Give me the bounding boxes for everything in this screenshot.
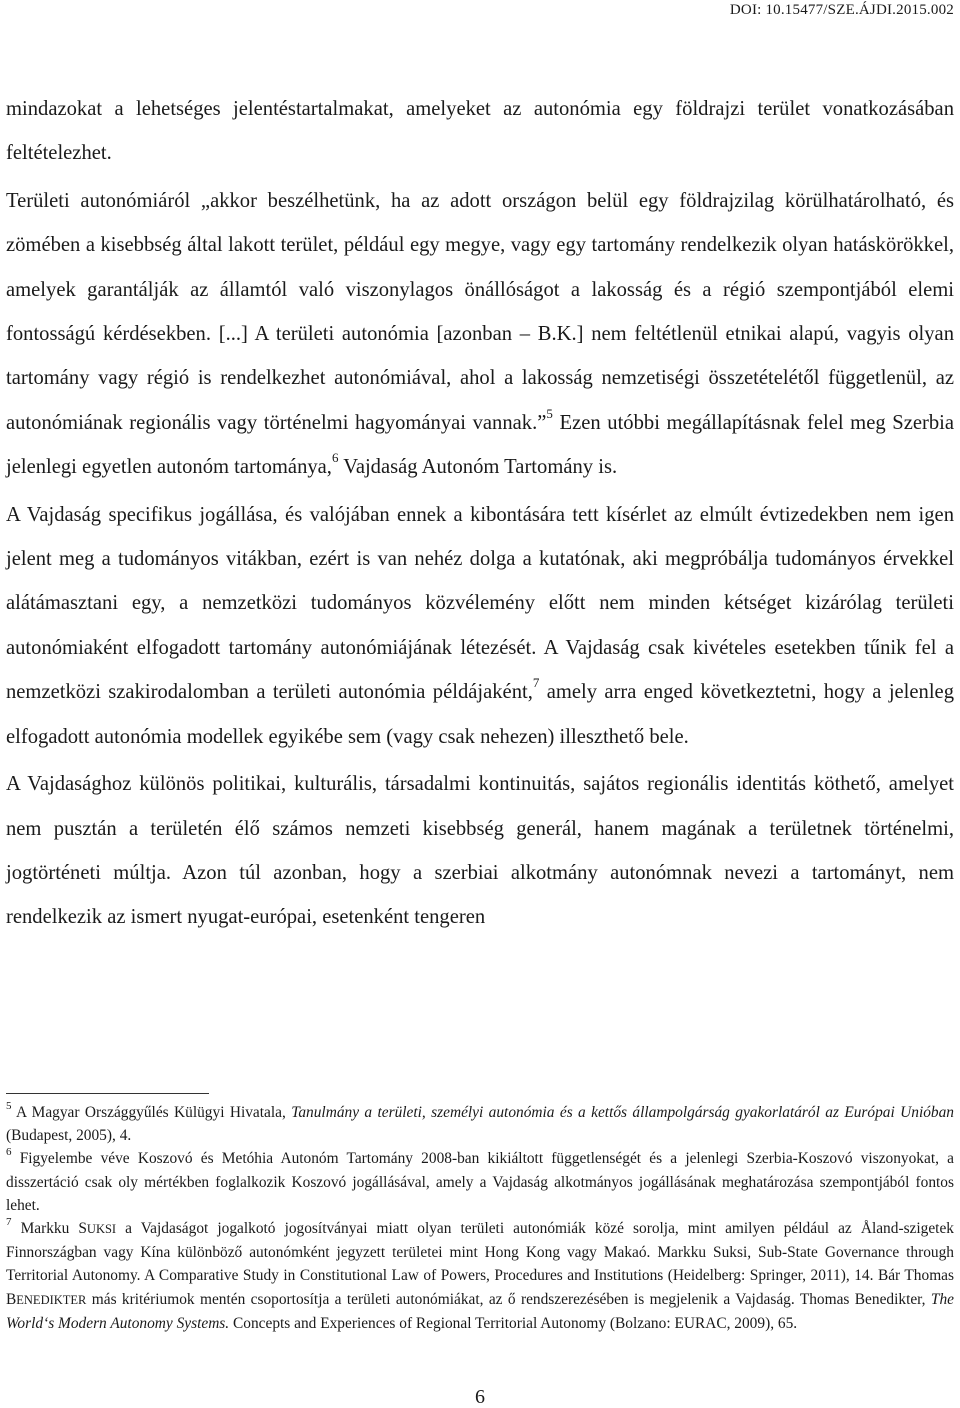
footnotes xyxy=(6,1101,954,1335)
page-number: 6 xyxy=(475,1386,485,1408)
paragraph-3: A Vajdaság specifikus jogállása, és valójában ennek a kibontására tett kísérlet az elmúlt évtizedekben nem igen jelent meg a tudományos vitákban, ezért is van nehéz dolga a kutatónak, aki megpróbálja tudományos érvekkel alátámasztani egy, a nemzetközi tudományos közvélemény előtt nem minden kétséget kizárólag területi autonómiaként elfogadott tartomány autonómiájának létezését. A Vajdaság csak kivételes esetekben tűnik fel a nemzetközi szakirodalomban a területi autonómia példájaként,$^7$ amely arra enged következtetni, hogy a jelenleg elfogadott autonómia modellek egyikébe sem (vagy csak nehezen) illeszthető bele. xyxy=(6,503,954,748)
footnote-6: $^6$ Figyelembe véve Koszovó és Metóhia Autonóm Tartomány 2008-ban kikiáltott függetlenségét és a jelenlegi Szerbia-Koszovó viszonyokat, a disszertáció csak oly mértékben foglalkozik Koszovó jogállásával, amely a Vajdaság alkotmányos jogállásának meghatározása szempontjából fontos lehet. xyxy=(6,1146,954,1214)
paragraph-1: mindazokat a lehetséges jelentéstartalmakat, amelyeket az autonómia egy földrajzi terület vonatkozásában feltételezhet. xyxy=(6,98,954,165)
footnote-ref-7[interactable]: 7 xyxy=(532,675,540,691)
footnote-ref-6[interactable]: 6 xyxy=(331,450,339,466)
paragraph-4: A Vajdasághoz különös politikai, kulturális, társadalmi kontinuitás, sajátos regionális identitás köthető, amelyet nem pusztán a területén élő számos nemzeti kisebbség generál, hanem magának a területnek történelmi, jogtörténeti múltja. Azon túl azonban, hogy a szerbiai alkotmány autonómnak nevezi a tartományt, nem rendelkezik az ismert nyugat-európai, esetenként tengeren xyxy=(6,773,954,929)
footnote-separator xyxy=(6,1093,209,1094)
footnote-ref-5[interactable]: 5 xyxy=(546,405,553,421)
footnote-5: $^5$ A Magyar Országgyűlés Külügyi Hivatala, Tanulmány a területi, személyi autonómia és a kettős állampolgárság gyakorlatáról az Európai Unióban (Budapest, 2005), 4. xyxy=(6,1099,955,1145)
footnote-7: $^7$ Markku SUKSI a Vajdaságot jogalkotó jogosítványai miatt olyan területi autonómiák közé sorolja, mint amilyen például az Åland-szigetek Finnországban vagy Kína különböző autonómként jegyzett területei mint Hong Kong vagy Makaó. Markku Suksi, Sub-State Governance through Territorial Autonomy. A Comparative Study in Constitutional Law of Powers, Procedures and Institutions (Heidelberg: Springer, 2011), 14. Bár Thomas BENEDIKTER más kritériumok mentén csoportosítja a területi autonómiákat, az ő rendszerezésében is megjelenik a Vajdaság. Thomas Benedikter, The World‘s Modern Autonomy Systems. Concepts and Experiences of Regional Territorial Autonomy (Bolzano: EURAC, 2009), 65. xyxy=(6,1215,954,1332)
body-text xyxy=(6,87,954,940)
doi-header: DOI: 10.15477/SZE.ÁJDI.2015.002 xyxy=(729,2,954,18)
paragraph-2: Területi autonómiáról „akkor beszélhetünk, ha az adott országon belül egy földrajzilag körülhatárolható, és zömében a kisebbség által lakott terület, például egy megye, vagy egy tartomány rendelkezik olyan hatáskörökkel, amelyek garantálják az államtól való viszonylagos önállóságot a lakosság és a régió szempontjából elemi fontosságú kérdésekben. [...] A területi autonómia [azonban – B.K.] nem feltétlenül etnikai alapú, vagyis olyan tartomány vagy régió is rendelkezhet autonómiával, ahol a lakosság nemzetiségi összetételétől függetlenül, az autonómiának regionális vagy történelmi hagyományai vannak.”$^5$ Ezen utóbbi megállapításnak felel meg Szerbia jelenlegi egyetlen autonóm tartománya,$^6$ Vajdaság Autonóm Tartomány is. xyxy=(6,189,955,479)
